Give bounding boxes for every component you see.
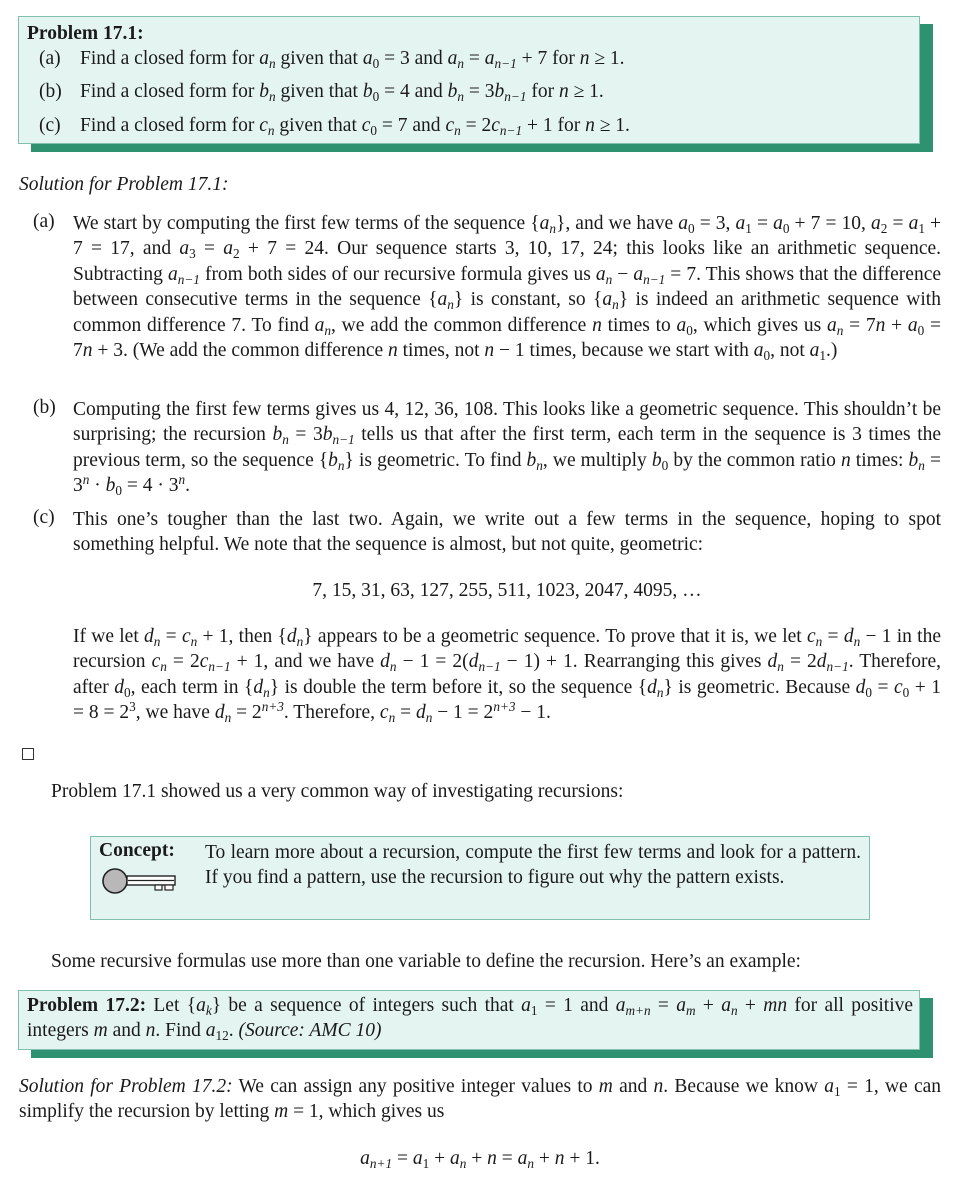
solution-b-label: (b)	[33, 397, 56, 418]
math-variable: m	[274, 1101, 289, 1123]
text-segment: = 7 and	[377, 115, 446, 136]
math-variable: d	[114, 676, 124, 698]
math-subscript: 0	[763, 348, 771, 363]
math-subscript: n−1	[499, 122, 523, 138]
text-segment: = 2	[166, 651, 200, 673]
text-segment: = 1, which gives us	[288, 1101, 445, 1123]
math-variable: b	[651, 449, 662, 471]
math-variable: a	[517, 1148, 528, 1169]
math-subscript: k	[205, 1002, 212, 1018]
qed-square-icon	[22, 748, 34, 760]
math-superscript: 3	[129, 698, 136, 714]
math-variable: a	[179, 238, 190, 260]
math-subscript: n	[425, 710, 433, 726]
solution-b-text	[73, 397, 941, 499]
text-segment: +	[466, 1148, 488, 1169]
math-variable: c	[361, 115, 371, 136]
math-variable: a	[735, 213, 746, 234]
text-segment: = 2	[783, 651, 817, 673]
math-variable: c	[259, 115, 268, 136]
text-segment: +	[885, 314, 908, 336]
text-segment: = 3	[464, 81, 495, 102]
math-variable: n	[653, 1076, 664, 1097]
math-variable: a	[447, 48, 458, 69]
math-variable: d	[855, 676, 866, 698]
math-variable: d	[767, 651, 778, 673]
text-segment: .)	[826, 340, 838, 362]
math-subscript: n	[459, 1155, 467, 1171]
math-variable: c	[491, 115, 500, 136]
math-subscript: 0	[902, 684, 910, 700]
math-variable: a	[826, 314, 837, 336]
math-subscript: n	[815, 633, 823, 649]
math-subscript: 0	[661, 457, 669, 473]
text-segment: =	[650, 995, 677, 1016]
math-variable: a	[223, 238, 234, 260]
math-subscript: 0	[372, 55, 380, 71]
math-variable: a	[412, 1148, 423, 1169]
text-segment: , each term in {	[130, 676, 254, 698]
text-segment: = 2	[231, 702, 262, 724]
math-variable: a	[449, 1148, 460, 1169]
math-variable: a	[602, 289, 613, 311]
math-subscript: 0	[865, 684, 873, 700]
solution-17-2-heading: Solution for Problem 17.2:	[19, 1076, 233, 1097]
math-subscript: n−1	[177, 271, 200, 287]
math-variable: a	[773, 213, 783, 234]
math-variable: c	[894, 676, 903, 698]
math-variable: b	[362, 81, 373, 102]
text-segment: by the common ratio	[668, 449, 841, 471]
problem-17-2-title: Problem 17.2:	[27, 995, 147, 1016]
math-variable: a	[437, 289, 448, 311]
math-variable: n	[840, 449, 851, 471]
text-segment: , which gives us	[692, 314, 827, 336]
math-subscript: n	[263, 684, 270, 700]
text-segment: + 1 = 8 = 2	[73, 676, 942, 724]
math-variable: a	[908, 213, 919, 234]
math-variable: d	[468, 651, 479, 673]
text-segment: .	[228, 1020, 239, 1042]
text-segment: + 7 for	[516, 48, 580, 69]
math-variable: b	[328, 449, 338, 471]
math-subscript: m+n	[625, 1002, 651, 1018]
text-segment: + 7 = 24. Our sequence starts 3, 10, 17, 24; this looks like an arithmetic sequence. Subtracting	[73, 238, 942, 285]
math-variable: d	[647, 676, 657, 698]
text-segment: Let {	[146, 995, 197, 1016]
text-segment: ≥ 1.	[594, 115, 630, 136]
math-subscript: n−1	[208, 659, 231, 675]
math-subscript: 0	[370, 122, 378, 138]
problem-17-2-box	[18, 990, 920, 1050]
text-segment: ≥ 1.	[589, 48, 625, 69]
part-text	[80, 48, 625, 70]
math-variable: d	[816, 651, 827, 673]
text-segment: } is geometric. To find	[344, 449, 527, 471]
math-subscript: n	[612, 297, 619, 313]
math-variable: a	[360, 1148, 370, 1169]
text-segment: Find a closed form for	[80, 115, 260, 136]
math-subscript: n−1	[494, 55, 517, 71]
text-segment: . Therefore, after	[73, 651, 941, 698]
text-segment: = 7	[73, 314, 942, 362]
math-variable: d	[253, 676, 264, 698]
math-subscript: n−1	[478, 659, 501, 675]
text-segment: times:	[850, 449, 909, 471]
math-superscript: n	[82, 471, 90, 487]
math-subscript: 1	[833, 1083, 841, 1099]
text-segment: = 1 and	[537, 995, 616, 1016]
math-subscript: n	[224, 710, 232, 726]
text-segment: = 1, we can simplify the recursion by letting	[19, 1076, 942, 1123]
solution-c-body	[73, 624, 941, 726]
math-variable: d	[214, 702, 225, 724]
math-variable: n	[579, 48, 590, 69]
concept-label: Concept:	[99, 840, 175, 861]
math-subscript: n	[853, 633, 861, 649]
part-text	[80, 115, 630, 137]
text-segment: tells us that after the first term, each term in the sequence is 3 times the previous term, so the sequence {	[73, 424, 942, 471]
text-segment: + 7 = 10,	[789, 213, 872, 234]
text-segment: =	[872, 676, 895, 698]
math-subscript: n	[389, 659, 397, 675]
math-subscript: n	[605, 271, 613, 287]
part-label: (a)	[39, 48, 61, 69]
text-segment: =	[496, 1148, 518, 1169]
math-subscript: n	[527, 1155, 534, 1171]
math-subscript: 12	[215, 1028, 229, 1044]
text-segment: given that	[274, 115, 362, 136]
math-variable: a	[907, 314, 918, 336]
math-variable: n	[388, 340, 398, 362]
math-variable: n	[487, 1148, 497, 1169]
math-subscript: n	[269, 55, 276, 71]
math-subscript: n	[836, 322, 844, 338]
problem-17-2-text	[27, 993, 913, 1044]
text-segment: We can assign any positive integer values to	[232, 1076, 599, 1097]
math-subscript: n	[296, 633, 304, 649]
text-segment: − 1 in the recursion	[73, 626, 942, 673]
math-variable: b	[494, 81, 505, 102]
text-segment: +	[533, 1148, 555, 1169]
text-segment: } be a sequence of integers such that	[211, 995, 522, 1016]
text-segment: , not	[770, 340, 810, 362]
text-segment: times, not	[397, 340, 485, 362]
math-subscript: 1	[422, 1155, 430, 1171]
text-segment: =	[395, 702, 416, 724]
text-segment: Find a closed form for	[80, 48, 260, 69]
math-subscript: n	[447, 297, 454, 313]
part-label: (b)	[39, 81, 62, 102]
solution-c-label: (c)	[33, 507, 55, 528]
math-variable: b	[259, 81, 270, 102]
text-segment: + 3. (We add the common difference	[92, 340, 388, 362]
math-variable: a	[196, 995, 206, 1016]
math-variable: b	[447, 81, 458, 102]
math-variable: a	[809, 340, 820, 362]
math-variable: c	[379, 702, 389, 724]
math-variable: a	[167, 263, 178, 285]
math-superscript: n	[178, 471, 186, 487]
math-variable: c	[181, 626, 191, 647]
math-variable: a	[205, 1020, 216, 1042]
solution-17-1-heading: Solution for Problem 17.1:	[19, 174, 229, 195]
text-segment: ·	[89, 475, 106, 497]
math-subscript: n	[454, 122, 461, 138]
italic-segment: (Source: AMC 10)	[238, 1020, 382, 1042]
math-subscript: n	[777, 659, 784, 675]
text-segment: =	[887, 213, 909, 234]
text-segment: = 7	[843, 314, 876, 336]
math-subscript: n	[457, 88, 464, 104]
math-variable: mn	[763, 995, 788, 1016]
math-subscript: 0	[782, 220, 790, 236]
math-variable: a	[871, 213, 881, 234]
math-superscript: n+3	[261, 698, 284, 714]
math-variable: n	[875, 314, 886, 336]
problem-17-1-box	[18, 16, 920, 144]
math-variable: d	[286, 626, 297, 647]
math-variable: m	[598, 1076, 613, 1097]
text-segment: =	[160, 626, 182, 647]
math-subscript: n−1	[332, 432, 355, 448]
text-segment: − 1 = 2	[432, 702, 494, 724]
text-segment: =	[195, 238, 224, 260]
text-segment: . Because we know	[663, 1076, 825, 1097]
text-segment: given that	[275, 81, 363, 102]
text-segment: We start by computing the first few terms of the sequence {	[73, 213, 540, 234]
math-variable: d	[144, 626, 154, 647]
math-subscript: 0	[688, 220, 695, 236]
part-label: (c)	[39, 115, 61, 136]
math-subscript: n	[457, 55, 464, 71]
math-subscript: 2	[233, 246, 240, 262]
math-subscript: 2	[880, 220, 888, 236]
math-variable: n	[585, 115, 595, 136]
concept-box	[90, 836, 870, 920]
math-subscript: n	[656, 684, 664, 700]
text-segment: = 3 and	[379, 48, 448, 69]
solution-a-text	[73, 211, 941, 363]
text-segment: = 4 and	[379, 81, 448, 102]
math-subscript: n−1	[643, 271, 666, 287]
concept-text: To learn more about a recursion, compute the first few terms and look for a pattern. If you find a pattern, use the recursion to figure out why the pattern exists.	[205, 842, 861, 889]
math-subscript: 0	[372, 88, 380, 104]
text-segment: , we multiply	[542, 449, 652, 471]
text-segment: + 1, and we have	[230, 651, 381, 673]
text-segment: } is double the term before it, so the sequence {	[269, 676, 648, 698]
text-segment: = 3,	[694, 213, 736, 234]
math-subscript: n	[190, 633, 198, 649]
text-segment: } is geometric. Because	[663, 676, 856, 698]
text-segment: − 1 times, because we start with	[494, 340, 754, 362]
problem-17-1-title: Problem 17.1:	[27, 23, 144, 44]
text-segment: } is constant, so {	[453, 289, 603, 311]
math-variable: a	[721, 995, 731, 1016]
text-segment: =	[751, 213, 774, 234]
math-variable: b	[322, 424, 333, 446]
key-icon	[101, 867, 179, 895]
text-segment: }, and we have	[555, 213, 679, 234]
text-segment: . Therefore,	[283, 702, 380, 724]
math-subscript: n	[536, 457, 543, 473]
text-segment: .	[185, 475, 190, 497]
math-subscript: 0	[917, 322, 925, 338]
math-subscript: n	[918, 457, 925, 473]
text-segment: given that	[275, 48, 363, 69]
text-segment: =	[822, 626, 844, 647]
math-subscript: n	[549, 220, 556, 236]
math-variable: a	[259, 48, 270, 69]
text-segment: . Find	[155, 1020, 206, 1042]
text-segment: If we let	[73, 626, 145, 647]
text-segment: −	[612, 263, 634, 285]
text-segment: from both sides of our recursive formula gives us	[199, 263, 596, 285]
math-variable: d	[415, 702, 426, 724]
text-segment: − 1.	[515, 702, 551, 724]
bridge-text-1: Problem 17.1 showed us a very common way of investigating recursions:	[51, 781, 624, 802]
text-segment: and	[107, 1020, 146, 1042]
math-subscript: 0	[123, 684, 131, 700]
math-subscript: n	[337, 457, 345, 473]
text-segment: + 1.	[564, 1148, 600, 1169]
math-variable: a	[678, 213, 689, 234]
math-variable: b	[908, 449, 919, 471]
text-segment: for	[526, 81, 559, 102]
math-subscript: n−1	[504, 88, 527, 104]
math-variable: a	[615, 995, 626, 1016]
solution-17-2-text	[19, 1074, 941, 1125]
math-variable: n	[484, 340, 495, 362]
text-segment: − 1 = 2(	[396, 651, 469, 673]
math-variable: b	[526, 449, 537, 471]
math-variable: a	[753, 340, 764, 362]
math-superscript: n+3	[493, 698, 516, 714]
text-segment: , we add the common difference	[331, 314, 593, 336]
text-segment: = 3	[288, 424, 323, 446]
text-segment: = 4 · 3	[122, 475, 179, 497]
math-variable: a	[633, 263, 644, 285]
math-subscript: 1	[819, 348, 827, 363]
math-subscript: 1	[530, 1002, 538, 1018]
math-variable: n	[592, 314, 602, 336]
solution-c-sequence: 7, 15, 31, 63, 127, 255, 511, 1023, 2047, 4095, …	[312, 580, 702, 601]
text-segment: = 7. This shows that the difference between consecutive terms in the sequence {	[73, 263, 941, 311]
text-segment: ≥ 1.	[568, 81, 604, 102]
text-segment: − 1) + 1. Rearranging this gives	[500, 651, 768, 673]
math-subscript: 3	[189, 246, 196, 262]
math-subscript: m	[686, 1002, 696, 1018]
math-subscript: 1	[745, 220, 752, 236]
bridge-text-2: Some recursive formulas use more than one variable to define the recursion. Here’s an example:	[51, 951, 801, 972]
math-variable: b	[105, 475, 116, 497]
text-segment: } is indeed an arithmetic sequence with common difference 7. To find	[73, 289, 941, 336]
text-segment: Find a closed form for	[80, 81, 260, 102]
math-variable: a	[595, 263, 606, 285]
text-segment: =	[392, 1148, 413, 1169]
text-segment: + 1 for	[522, 115, 586, 136]
text-segment: and	[612, 1076, 654, 1097]
math-variable: c	[806, 626, 816, 647]
math-subscript: n	[730, 1002, 738, 1018]
text-segment: Computing the first few terms gives us 4, 12, 36, 108. This looks like a geometric sequence. This shouldn’t be surprising; the recursion	[73, 399, 941, 446]
math-variable: a	[676, 995, 686, 1016]
math-variable: c	[199, 651, 209, 673]
math-variable: a	[521, 995, 531, 1016]
math-subscript: n	[267, 122, 275, 138]
math-variable: n	[82, 340, 93, 362]
math-variable: a	[484, 48, 495, 69]
text-segment: +	[695, 995, 722, 1016]
math-subscript: n+1	[369, 1155, 393, 1171]
math-variable: n	[145, 1020, 156, 1042]
text-segment: +	[737, 995, 764, 1016]
math-variable: a	[824, 1076, 834, 1097]
solution-17-2-equation	[0, 1148, 960, 1170]
math-variable: b	[272, 424, 283, 446]
math-subscript: n	[153, 633, 161, 649]
math-variable: c	[151, 651, 161, 673]
math-variable: c	[445, 115, 455, 136]
math-variable: n	[554, 1148, 565, 1169]
text-segment: This one’s tougher than the last two. Again, we write out a few terms in the sequence, hoping to spot something helpful. We note that the sequence is almost, but not quite, geometric:	[73, 509, 941, 556]
math-subscript: 0	[115, 483, 122, 499]
part-text	[80, 81, 604, 103]
math-variable: m	[93, 1020, 108, 1042]
math-variable: a	[314, 314, 325, 336]
math-variable: a	[539, 213, 550, 234]
math-variable: a	[676, 314, 687, 336]
math-variable: n	[558, 81, 569, 102]
math-subscript: n−1	[826, 659, 849, 675]
math-subscript: 0	[686, 322, 693, 338]
text-segment: = 3	[73, 449, 942, 497]
math-subscript: 1	[918, 220, 925, 236]
math-subscript: n	[388, 710, 396, 726]
solution-a-label: (a)	[33, 211, 55, 232]
text-segment: } appears to be a geometric sequence. To prove that it is, we let	[303, 626, 807, 647]
math-variable: d	[380, 651, 390, 673]
text-segment: + 1, then {	[197, 626, 287, 647]
math-variable: a	[362, 48, 373, 69]
solution-c-intro	[73, 507, 941, 558]
math-subscript: n	[282, 432, 289, 448]
math-subscript: n	[269, 88, 276, 104]
text-segment: = 2	[460, 115, 492, 136]
math-variable: d	[843, 626, 854, 647]
text-segment: + 7 = 17, and	[73, 213, 942, 260]
text-segment: for all positive integers	[27, 995, 914, 1042]
text-segment: times to	[601, 314, 677, 336]
math-subscript: n	[160, 659, 167, 675]
problem-17-2-body	[27, 995, 914, 1044]
text-segment: =	[464, 48, 485, 69]
text-segment: , we have	[135, 702, 215, 724]
math-subscript: n	[324, 322, 332, 338]
text-segment: +	[429, 1148, 450, 1169]
